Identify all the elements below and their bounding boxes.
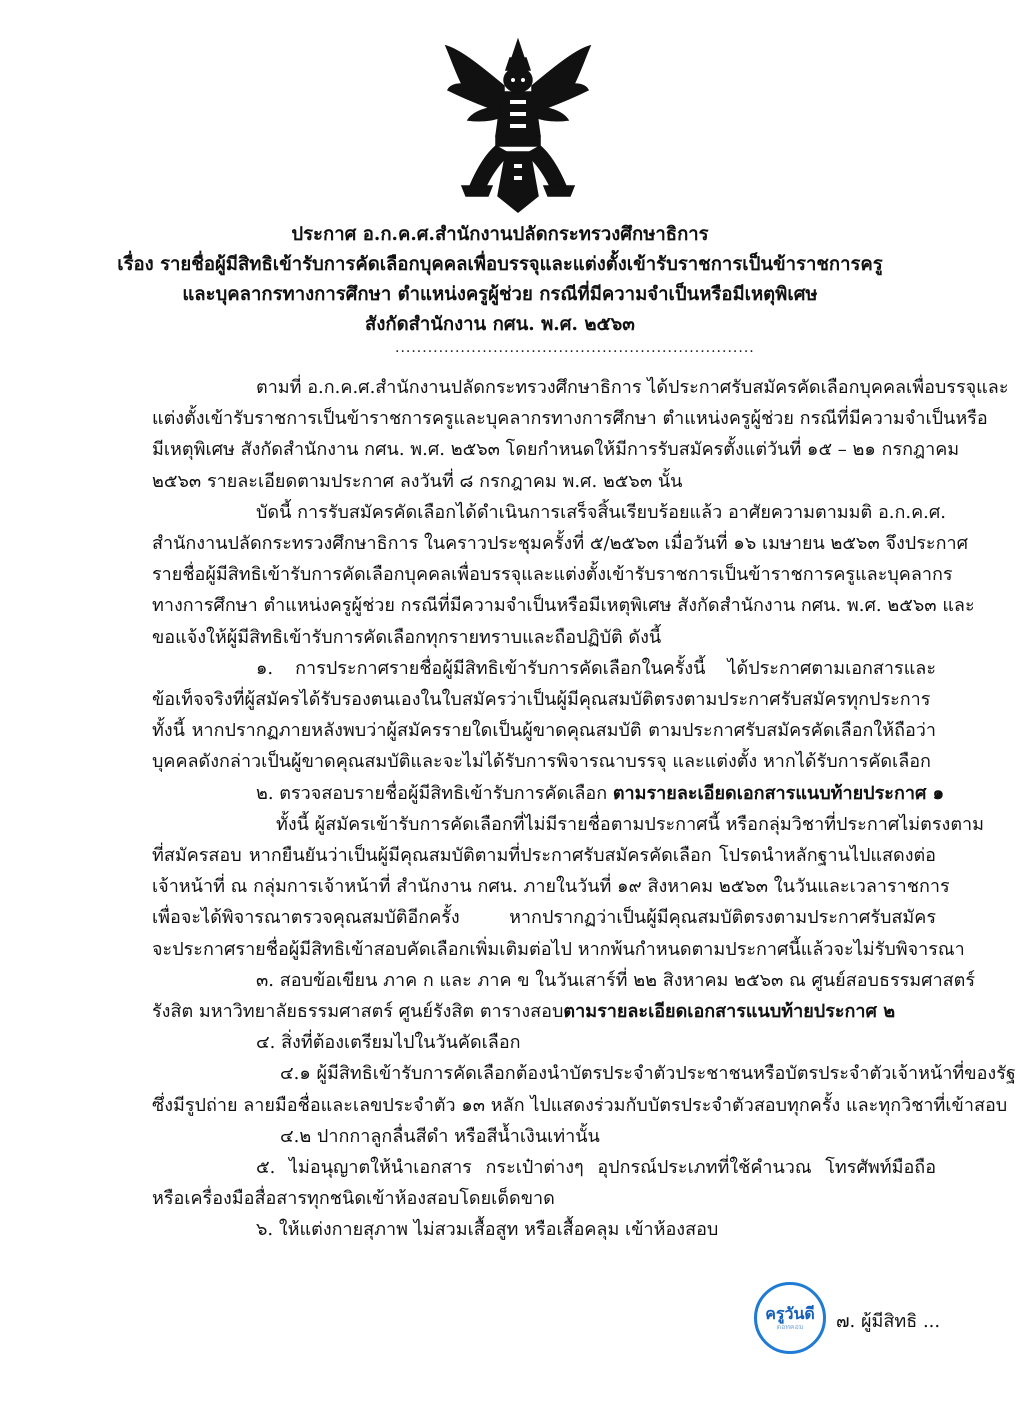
item-6-line: ๖. ให้แต่งกายสุภาพ ไม่สวมเสื้อสูท หรือเสื้อคลุม เข้าห้องสอบ (256, 1219, 719, 1241)
item-3-line: ๓. สอบข้อเขียน ภาค ก และ ภาค ข ในวันเสาร์ที่ ๒๒ สิงหาคม ๒๕๖๓ ณ ศูนย์สอบธรรมศาสตร์ (256, 969, 976, 991)
item-3-line (152, 996, 936, 1027)
paragraph-1-line: มีเหตุพิเศษ สังกัดสำนักงาน กศน. พ.ศ. ๒๕๖๓ โดยกำหนดให้มีการรับสมัครตั้งแต่วันที่ ๑๕ – ๒๑ กรกฎาคม (152, 439, 960, 461)
paragraph-1-line: แต่งตั้งเข้ารับราชการเป็นข้าราชการครูและบุคลากรทางการศึกษา ตำแหน่งครูผู้ช่วย กรณีที่มีความจำเป็นหรือ (152, 408, 988, 430)
item-1-line: ข้อเท็จจริงที่ผู้สมัครได้รับรองตนเองในใบสมัครว่าเป็นผู้มีคุณสมบัติตรงตามประกาศรับสมัครทุกประการ (152, 689, 931, 711)
paragraph-2-line: รายชื่อผู้มีสิทธิเข้ารับการคัดเลือกบุคคลเพื่อบรรจุและแต่งตั้งเข้ารับราชการเป็นข้าราชการครูและบุคลากร (152, 564, 953, 586)
announcement-subject-line-3: สังกัดสำนักงาน กศน. พ.ศ. ๒๕๖๓ (365, 314, 635, 335)
next-page-continuation: ๗. ผู้มีสิทธิ ... (836, 1311, 941, 1332)
announcement-subject-line-1: เรื่อง รายชื่อผู้มีสิทธิเข้ารับการคัดเลือกบุคคลเพื่อบรรจุและแต่งตั้งเข้ารับราชการเป็นข้าราชการครู (117, 254, 883, 275)
item-4-1-line: ๔.๑ ผู้มีสิทธิเข้ารับการคัดเลือกต้องนำบัตรประจำตัวประชาชนหรือบัตรประจำตัวเจ้าหน้าที่ของรัฐ (280, 1063, 1016, 1085)
paragraph-2-line: ขอแจ้งให้ผู้มีสิทธิเข้ารับการคัดเลือกทุกรายทราบและถือปฏิบัติ ดังนี้ (152, 626, 662, 648)
item-1-line: ๑. การประกาศรายชื่อผู้มีสิทธิเข้ารับการคัดเลือกในครั้งนี้ ได้ประกาศตามเอกสารและ (256, 657, 936, 679)
item-2-line (152, 778, 945, 809)
paragraph-2-line: บัดนี้ การรับสมัครคัดเลือกได้ดำเนินการเสร็จสิ้นเรียบร้อยแล้ว อาศัยความตามมติ อ.ก.ค.ศ. (256, 501, 947, 523)
item-4-line: ๔. สิ่งที่ต้องเตรียมไปในวันคัดเลือก (256, 1032, 521, 1054)
item-2-note-line: เพื่อจะได้พิจารณาตรวจคุณสมบัติอีกครั้ง หากปรากฏว่าเป็นผู้มีคุณสมบัติตรงตามประกาศรับสมัคร (152, 907, 936, 929)
paragraph-2-line: ทางการศึกษา ตำแหน่งครูผู้ช่วย กรณีที่มีความจำเป็นหรือมีเหตุพิเศษ สังกัดสำนักงาน กศน. พ.ศ. ๒๕๖๓ และ (152, 595, 975, 617)
announcement-header (60, 220, 940, 340)
item-2-note-line: จะประกาศรายชื่อผู้มีสิทธิเข้าสอบคัดเลือกเพิ่มเติมต่อไป หากพ้นกำหนดตามประกาศนี้แล้วจะไม่รับพิจารณา (152, 938, 965, 960)
item-5-line: หรือเครื่องมือสื่อสารทุกชนิดเข้าห้องสอบโดยเด็ดขาด (152, 1188, 555, 1210)
announcement-subject-line-2: และบุคลากรทางการศึกษา ตำแหน่งครูผู้ช่วย กรณีที่มีความจำเป็นหรือมีเหตุพิเศษ (182, 284, 818, 305)
paragraph-2-line: สำนักงานปลัดกระทรวงศึกษาธิการ ในคราวประชุมครั้งที่ ๕/๒๕๖๓ เมื่อวันที่ ๑๖ เมษายน ๒๕๖๓ จึงประกาศ (152, 533, 968, 555)
kruwandee-logo-subtext: ดอทคอม (776, 1323, 804, 1331)
item-5-line: ๕. ไม่อนุญาตให้นำเอกสาร กระเป๋าต่างๆ อุปกรณ์ประเภทที่ใช้คำนวณ โทรศัพท์มือถือ (256, 1157, 936, 1179)
item-2-note-line: ที่สมัครสอบ หากยืนยันว่าเป็นผู้มีคุณสมบัติตามที่ประกาศรับสมัครคัดเลือก โปรดนำหลักฐานไปแสดงต่อ (152, 845, 936, 867)
item-3-attachment-ref: ตามรายละเอียดเอกสารแนบท้ายประกาศ ๒ (563, 1001, 896, 1023)
garuda-emblem-icon (440, 36, 596, 216)
paragraph-1-line: ๒๕๖๓ รายละเอียดตามประกาศ ลงวันที่ ๘ กรกฎาคม พ.ศ. ๒๕๖๓ นั้น (152, 470, 683, 492)
paragraph-1-line: ตามที่ อ.ก.ค.ศ.สำนักงานปลัดกระทรวงศึกษาธิการ ได้ประกาศรับสมัครคัดเลือกบุคคลเพื่อบรรจุและ (256, 377, 1009, 398)
item-3-text: รังสิต มหาวิทยาลัยธรรมศาสตร์ ศูนย์รังสิต ตารางสอบ (152, 1001, 564, 1023)
item-4-2-line: ๔.๒ ปากกาลูกลื่นสีดำ หรือสีน้ำเงินเท่านั้น (280, 1125, 600, 1147)
item-2-note-line: ทั้งนี้ ผู้สมัครเข้ารับการคัดเลือกที่ไม่มีรายชื่อตามประกาศนี้ หรือกลุ่มวิชาที่ประกาศไม่ตรงตาม (276, 813, 984, 835)
announcement-body (152, 372, 1016, 1246)
header-separator: .................................................................. (395, 340, 755, 356)
kruwandee-logo-text: ครูวันดี (765, 1304, 815, 1323)
announcement-title: ประกาศ อ.ก.ค.ศ.สำนักงานปลัดกระทรวงศึกษาธิการ (291, 224, 709, 245)
item-4-1-line: ซึ่งมีรูปถ่าย ลายมือชื่อและเลขประจำตัว ๑๓ หลัก ไปแสดงร่วมกับบัตรประจำตัวสอบทุกครั้ง และทุกวิชาที่เข้าสอบ (152, 1094, 1008, 1116)
item-2-text: ๒. ตรวจสอบรายชื่อผู้มีสิทธิเข้ารับการคัดเลือก (256, 782, 613, 804)
item-1-line: ทั้งนี้ หากปรากฏภายหลังพบว่าผู้สมัครรายใดเป็นผู้ขาดคุณสมบัติ ตามประกาศรับสมัครคัดเลือกให้ถือว่า (152, 720, 936, 742)
item-2-attachment-ref: ตามรายละเอียดเอกสารแนบท้ายประกาศ ๑ (612, 782, 945, 804)
item-2-note-line: เจ้าหน้าที่ ณ กลุ่มการเจ้าหน้าที่ สำนักงาน กศน. ภายในวันที่ ๑๙ สิงหาคม ๒๕๖๓ ในวันและเวลาราชการ (152, 876, 950, 898)
kruwandee-logo (754, 1282, 826, 1354)
item-1-line: บุคคลดังกล่าวเป็นผู้ขาดคุณสมบัติและจะไม่ได้รับการพิจารณาบรรจุ และแต่งตั้ง หากได้รับการคัดเลือก (152, 751, 931, 773)
